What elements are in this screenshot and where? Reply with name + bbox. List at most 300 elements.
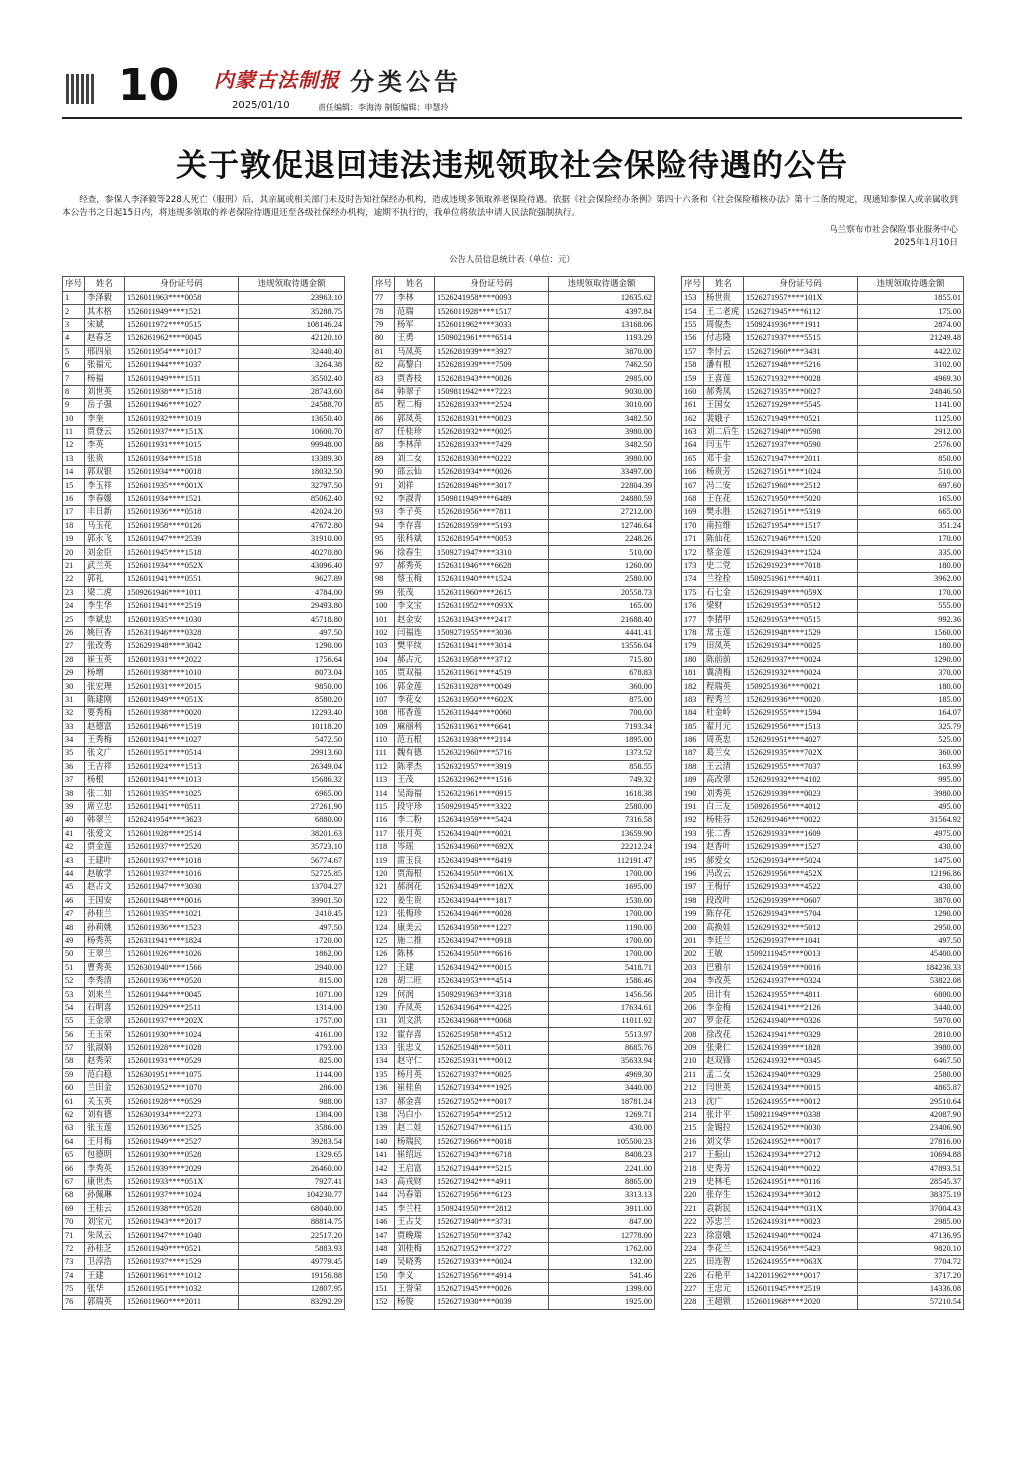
cell-name: 孙佩琳 (85, 1189, 125, 1202)
cell-id-number: 1526271947****2011 (744, 452, 858, 465)
cell-name: 郭礼 (85, 573, 125, 586)
table-row (63, 1082, 345, 1095)
cell-amount: 31910.00 (239, 533, 345, 546)
cell-id-number: 1526011963****0058 (125, 292, 239, 305)
cell-id-number: 1509811949****6489 (435, 492, 549, 505)
cell-name: 裴娥子 (704, 412, 744, 425)
cell-amount: 2940.00 (239, 961, 345, 974)
cell-seq: 141 (373, 1149, 395, 1162)
cell-id-number: 1526011972****0515 (125, 318, 239, 331)
cell-id-number: 1526241937****0324 (744, 974, 858, 987)
cell-seq: 165 (682, 452, 704, 465)
table-row (373, 1108, 655, 1121)
cell-name: 闫世英 (704, 1082, 744, 1095)
cell-seq: 19 (63, 533, 85, 546)
cell-name: 赵双锋 (704, 1055, 744, 1068)
cell-name: 张福元 (85, 358, 125, 371)
cell-id-number: 1526011937****1024 (125, 1189, 239, 1202)
cell-id-number: 1526241940****0329 (744, 1068, 858, 1081)
cell-id-number: 1526271942****4911 (435, 1175, 549, 1188)
cell-name: 郝秀凤 (704, 385, 744, 398)
cell-seq: 58 (63, 1055, 85, 1068)
cell-seq: 82 (373, 358, 395, 371)
cell-seq: 168 (682, 492, 704, 505)
cell-amount: 1269.71 (549, 1108, 655, 1121)
cell-seq: 73 (63, 1256, 85, 1269)
cell-amount: 9820.10 (858, 1242, 964, 1255)
cell-seq: 46 (63, 894, 85, 907)
cell-seq: 129 (373, 988, 395, 1001)
cell-seq: 219 (682, 1175, 704, 1188)
table-row (682, 1215, 964, 1228)
cell-amount: 165.00 (858, 492, 964, 505)
cell-id-number: 1526011961****1012 (125, 1269, 239, 1282)
cell-id-number: 1526291934****5024 (744, 854, 858, 867)
cell-seq: 148 (373, 1242, 395, 1255)
cell-name: 张华 (85, 1282, 125, 1295)
cell-name: 白三友 (704, 800, 744, 813)
cell-name: 杜金岭 (704, 707, 744, 720)
cell-name: 冯白小 (395, 1108, 435, 1121)
cell-name: 郝金喜 (395, 1095, 435, 1108)
cell-seq: 183 (682, 693, 704, 706)
cell-seq: 190 (682, 787, 704, 800)
cell-id-number: 1526011941****1013 (125, 774, 239, 787)
cell-name: 贾金莲 (85, 841, 125, 854)
cell-name: 石七金 (704, 586, 744, 599)
cell-amount: 3911.00 (549, 1202, 655, 1215)
cell-name: 朱凤云 (85, 1229, 125, 1242)
cell-amount: 4161.00 (239, 1028, 345, 1041)
cell-id-number: 1526011941****1027 (125, 733, 239, 746)
cell-id-number: 1526011938****1010 (125, 666, 239, 679)
cell-name: 翟月元 (704, 720, 744, 733)
cell-id-number: 1526011951****0514 (125, 747, 239, 760)
cell-seq: 225 (682, 1256, 704, 1269)
table-row (682, 332, 964, 345)
cell-amount: 1855.01 (858, 292, 964, 305)
table-row (373, 666, 655, 679)
cell-amount: 1757.00 (239, 1015, 345, 1028)
cell-name: 姜生贵 (395, 894, 435, 907)
cell-amount: 715.80 (549, 653, 655, 666)
table-row (63, 1095, 345, 1108)
cell-amount: 1793.00 (239, 1041, 345, 1054)
cell-seq: 114 (373, 787, 395, 800)
cell-seq: 7 (63, 372, 85, 385)
cell-name: 韩翠子 (395, 385, 435, 398)
cell-name: 李淑青 (395, 492, 435, 505)
cell-seq: 128 (373, 974, 395, 987)
cell-amount: 18781.24 (549, 1095, 655, 1108)
cell-amount: 38201.63 (239, 827, 345, 840)
table-row (682, 1282, 964, 1295)
cell-seq: 208 (682, 1028, 704, 1041)
cell-seq: 99 (373, 586, 395, 599)
cell-amount: 1586.46 (549, 974, 655, 987)
cell-name: 葛兰女 (704, 747, 744, 760)
cell-id-number: 1526011937****202X (125, 1015, 239, 1028)
cell-seq: 181 (682, 666, 704, 679)
cell-amount: 2912.00 (858, 425, 964, 438)
table-row (373, 492, 655, 505)
cell-id-number: 1526291939****0607 (744, 894, 858, 907)
table-row (373, 466, 655, 479)
cell-name: 张改秀 (85, 640, 125, 653)
table-row (373, 586, 655, 599)
cell-id-number: 1526291949****059X (744, 586, 858, 599)
cell-id-number: 1526011949****0521 (125, 1242, 239, 1255)
cell-amount: 39901.50 (239, 894, 345, 907)
cell-id-number: 1526311946****0328 (125, 626, 239, 639)
cell-amount: 28545.37 (858, 1175, 964, 1188)
cell-amount: 15686.32 (239, 774, 345, 787)
table-row (682, 1135, 964, 1148)
cell-amount: 5970.00 (858, 1015, 964, 1028)
table-row (682, 867, 964, 880)
table-row (373, 841, 655, 854)
table-row (682, 1068, 964, 1081)
cell-seq: 103 (373, 640, 395, 653)
cell-name: 王金翠 (85, 1015, 125, 1028)
cell-seq: 160 (682, 385, 704, 398)
people-table-3 (681, 276, 964, 1310)
table-row (63, 345, 345, 358)
cell-amount: 112191.47 (549, 854, 655, 867)
cell-seq: 98 (373, 573, 395, 586)
cell-name: 曹秀英 (85, 961, 125, 974)
cell-amount: 1260.00 (549, 559, 655, 572)
cell-amount: 22517.20 (239, 1229, 345, 1242)
cell-amount: 108146.24 (239, 318, 345, 331)
table-row (682, 1028, 964, 1041)
cell-name: 王建叶 (85, 854, 125, 867)
cell-amount: 7193.34 (549, 720, 655, 733)
cell-seq: 95 (373, 533, 395, 546)
table-row (682, 385, 964, 398)
cell-seq: 192 (682, 814, 704, 827)
cell-name: 关玉英 (85, 1095, 125, 1108)
cell-seq: 109 (373, 720, 395, 733)
cell-seq: 143 (373, 1175, 395, 1188)
cell-amount: 1895.00 (549, 733, 655, 746)
cell-id-number: 1526011934****1518 (125, 452, 239, 465)
cell-id-number: 1526341960****692X (435, 841, 549, 854)
cell-amount: 17634.61 (549, 1001, 655, 1014)
header-seq: 序号 (682, 277, 704, 292)
cell-seq: 105 (373, 666, 395, 679)
cell-seq: 156 (682, 332, 704, 345)
cell-id-number: 1526011962****3033 (435, 318, 549, 331)
cell-id-number: 1526241931****0023 (744, 1215, 858, 1228)
cell-id-number: 1509291945****3322 (435, 800, 549, 813)
cell-id-number: 1526291932****5012 (744, 921, 858, 934)
cell-name: 张宏理 (85, 680, 125, 693)
cell-name: 贾双福 (395, 666, 435, 679)
cell-amount: 23963.10 (239, 292, 345, 305)
cell-name: 徐富娥 (704, 1229, 744, 1242)
cell-seq: 77 (373, 292, 395, 305)
cell-name: 袁新民 (704, 1202, 744, 1215)
cell-name: 张科斌 (395, 533, 435, 546)
cell-amount: 40270.80 (239, 546, 345, 559)
cell-id-number: 1526311952****093X (435, 599, 549, 612)
cell-id-number: 1526011932****1019 (125, 412, 239, 425)
cell-name: 李玉祥 (85, 479, 125, 492)
cell-id-number: 1526241934****2712 (744, 1149, 858, 1162)
table-row (373, 1041, 655, 1054)
newspaper-logo: 内蒙古法制报 (214, 68, 340, 92)
cell-id-number: 1526011949****1511 (125, 372, 239, 385)
cell-id-number: 1526011936****0518 (125, 506, 239, 519)
cell-id-number: 1526281939****3927 (435, 345, 549, 358)
cell-name: 周俊杰 (704, 318, 744, 331)
table-row (63, 934, 345, 947)
cell-amount: 1695.00 (549, 881, 655, 894)
cell-seq: 100 (373, 599, 395, 612)
cell-id-number: 1526291955****7037 (744, 760, 858, 773)
cell-id-number: 1526251958****4512 (435, 1028, 549, 1041)
table-row (63, 358, 345, 371)
cell-id-number: 1526241941****2126 (744, 1001, 858, 1014)
cell-amount: 19156.88 (239, 1269, 345, 1282)
cell-seq: 49 (63, 934, 85, 947)
cell-amount: 541.46 (549, 1269, 655, 1282)
table-row (373, 385, 655, 398)
table-row (63, 1282, 345, 1295)
table-row (63, 653, 345, 666)
table-row (63, 1269, 345, 1282)
table-row (63, 1202, 345, 1215)
table-row (682, 345, 964, 358)
cell-seq: 18 (63, 519, 85, 532)
cell-amount: 1290.00 (858, 653, 964, 666)
cell-amount: 12635.62 (549, 292, 655, 305)
cell-name: 李存喜 (395, 519, 435, 532)
table-row (682, 586, 964, 599)
cell-id-number: 1526011949****051X (125, 693, 239, 706)
cell-seq: 15 (63, 479, 85, 492)
cell-amount: 3870.00 (858, 894, 964, 907)
cell-seq: 60 (63, 1082, 85, 1095)
table-row (63, 1041, 345, 1054)
cell-id-number: 1526321960****5716 (435, 747, 549, 760)
cell-name: 李金梅 (704, 1001, 744, 1014)
cell-id-number: 1526011931****0529 (125, 1055, 239, 1068)
cell-name: 卫淳浩 (85, 1256, 125, 1269)
cell-name: 宋斌 (85, 318, 125, 331)
table-row (63, 707, 345, 720)
table-row (63, 439, 345, 452)
cell-seq: 222 (682, 1215, 704, 1228)
table-row (682, 1175, 964, 1188)
cell-seq: 216 (682, 1135, 704, 1148)
table-row (63, 720, 345, 733)
cell-seq: 28 (63, 653, 85, 666)
cell-amount: 1193.29 (549, 332, 655, 345)
cell-amount: 1399.00 (549, 1282, 655, 1295)
cell-amount: 45718.80 (239, 613, 345, 626)
cell-amount: 2810.00 (858, 1028, 964, 1041)
cell-amount: 815.00 (239, 974, 345, 987)
table-row (682, 974, 964, 987)
cell-seq: 136 (373, 1082, 395, 1095)
cell-name: 杨世贵 (704, 292, 744, 305)
table-row (63, 948, 345, 961)
cell-amount: 555.00 (858, 599, 964, 612)
cell-id-number: 1526281954****0053 (435, 533, 549, 546)
cell-amount: 23406.90 (858, 1122, 964, 1135)
cell-amount: 24846.50 (858, 385, 964, 398)
cell-amount: 665.00 (858, 506, 964, 519)
cell-id-number: 1526011948****0016 (125, 894, 239, 907)
table-row (682, 921, 964, 934)
table-row (682, 666, 964, 679)
table-row (373, 653, 655, 666)
cell-name: 王翠兰 (85, 948, 125, 961)
cell-amount: 3980.00 (858, 787, 964, 800)
table-row (682, 881, 964, 894)
cell-name: 徐改花 (704, 1028, 744, 1041)
cell-name: 程秀兰 (704, 693, 744, 706)
cell-seq: 146 (373, 1215, 395, 1228)
table-row (373, 961, 655, 974)
cell-id-number: 1526291932****4102 (744, 774, 858, 787)
cell-name: 王梅仔 (704, 881, 744, 894)
table-row (373, 626, 655, 639)
cell-amount: 9030.00 (549, 385, 655, 398)
cell-id-number: 1526011926****1026 (125, 948, 239, 961)
cell-amount: 165.00 (549, 599, 655, 612)
cell-name: 刘有德 (85, 1108, 125, 1121)
cell-amount: 5472.50 (239, 733, 345, 746)
table-row (682, 479, 964, 492)
cell-name: 康世杰 (85, 1175, 125, 1188)
cell-seq: 37 (63, 774, 85, 787)
cell-name: 王启富 (395, 1162, 435, 1175)
cell-seq: 131 (373, 1015, 395, 1028)
cell-id-number: 1526341964****4225 (435, 1001, 549, 1014)
cell-seq: 177 (682, 613, 704, 626)
cell-amount: 83292.29 (239, 1296, 345, 1309)
table-row (373, 800, 655, 813)
table-row (682, 1082, 964, 1095)
cell-id-number: 1526271954****2512 (435, 1108, 549, 1121)
cell-amount: 2410.45 (239, 907, 345, 920)
cell-name: 杨秀英 (85, 934, 125, 947)
table-row (682, 546, 964, 559)
table-row (63, 546, 345, 559)
table-row (63, 506, 345, 519)
notice-body: 经查，参保人李泽毅等228人死亡（服刑）后，其亲属或相关部门未及时告知社保经办机构，造成违规多领取养老保险待遇。依据《社会保险经办条例》第四十六条和《社会保险稽核办法》第十二条的规定，现通知参保人或亲属收到本公告书之日起15日内，将违规多领取的养老保险待遇退还至各级社保经办机构，逾期不执行的，我单位将依法申请人民法院强制执行。 (62, 195, 958, 218)
cell-name: 杨瑞民 (395, 1135, 435, 1148)
cell-name: 范白稳 (85, 1068, 125, 1081)
cell-seq: 117 (373, 827, 395, 840)
cell-amount: 7704.72 (858, 1256, 964, 1269)
table-row (373, 1189, 655, 1202)
cell-amount: 430.00 (549, 1122, 655, 1135)
cell-amount: 29913.60 (239, 747, 345, 760)
cell-id-number: 1509811942****7223 (435, 385, 549, 398)
table-row (682, 961, 964, 974)
cell-name: 贾香枝 (395, 372, 435, 385)
cell-amount: 88814.75 (239, 1215, 345, 1228)
cell-id-number: 1526291939****0023 (744, 787, 858, 800)
cell-id-number: 1526241934****3012 (744, 1189, 858, 1202)
cell-id-number: 1526321961****0915 (435, 787, 549, 800)
cell-name: 高黎白 (395, 358, 435, 371)
cell-amount: 33497.00 (549, 466, 655, 479)
cell-seq: 8 (63, 385, 85, 398)
cell-id-number: 1526281939****7509 (435, 358, 549, 371)
cell-seq: 75 (63, 1282, 85, 1295)
section-title: 分类公告 (350, 67, 462, 96)
cell-seq: 118 (373, 841, 395, 854)
cell-seq: 198 (682, 894, 704, 907)
table-row (373, 1215, 655, 1228)
table-row (682, 1269, 964, 1282)
table-row (373, 372, 655, 385)
cell-amount: 10118.20 (239, 720, 345, 733)
cell-seq: 5 (63, 345, 85, 358)
table-row (682, 720, 964, 733)
cell-seq: 6 (63, 358, 85, 371)
cell-name: 冀清梅 (704, 666, 744, 679)
cell-seq: 34 (63, 733, 85, 746)
cell-seq: 152 (373, 1296, 395, 1309)
cell-name: 陈仙花 (704, 533, 744, 546)
cell-seq: 162 (682, 412, 704, 425)
table-row (63, 867, 345, 880)
cell-seq: 96 (373, 546, 395, 559)
table-row (63, 640, 345, 653)
cell-name: 李二粉 (395, 814, 435, 827)
table-row (63, 533, 345, 546)
cell-name: 樊平续 (395, 640, 435, 653)
cell-amount: 2576.00 (858, 439, 964, 452)
cell-id-number: 1526011935****1021 (125, 907, 239, 920)
table-row (682, 439, 964, 452)
cell-amount: 1475.00 (858, 854, 964, 867)
cell-amount: 2580.00 (549, 573, 655, 586)
cell-amount: 5513.97 (549, 1028, 655, 1041)
cell-amount: 7927.41 (239, 1175, 345, 1188)
cell-name: 兰拴拴 (704, 573, 744, 586)
cell-amount: 875.00 (549, 693, 655, 706)
cell-id-number: 1526271946****1520 (744, 533, 858, 546)
table-row (63, 1068, 345, 1081)
cell-name: 郝占元 (395, 653, 435, 666)
cell-id-number: 1509261956****4012 (744, 800, 858, 813)
cell-seq: 138 (373, 1108, 395, 1121)
cell-amount: 52725.85 (239, 867, 345, 880)
cell-name: 岳子强 (85, 399, 125, 412)
cell-seq: 2 (63, 305, 85, 318)
cell-name: 李兰柱 (395, 1202, 435, 1215)
cell-name: 史二党 (704, 559, 744, 572)
cell-amount: 3586.00 (239, 1122, 345, 1135)
cell-seq: 188 (682, 760, 704, 773)
cell-seq: 40 (63, 814, 85, 827)
cell-name: 马凤英 (395, 345, 435, 358)
page-number: 10 (118, 60, 180, 111)
cell-amount: 47672.80 (239, 519, 345, 532)
cell-name: 兰田金 (85, 1082, 125, 1095)
cell-name: 王国女 (704, 399, 744, 412)
cell-name: 李改英 (704, 974, 744, 987)
cell-id-number: 1526271952****0017 (435, 1095, 549, 1108)
table-row (63, 573, 345, 586)
